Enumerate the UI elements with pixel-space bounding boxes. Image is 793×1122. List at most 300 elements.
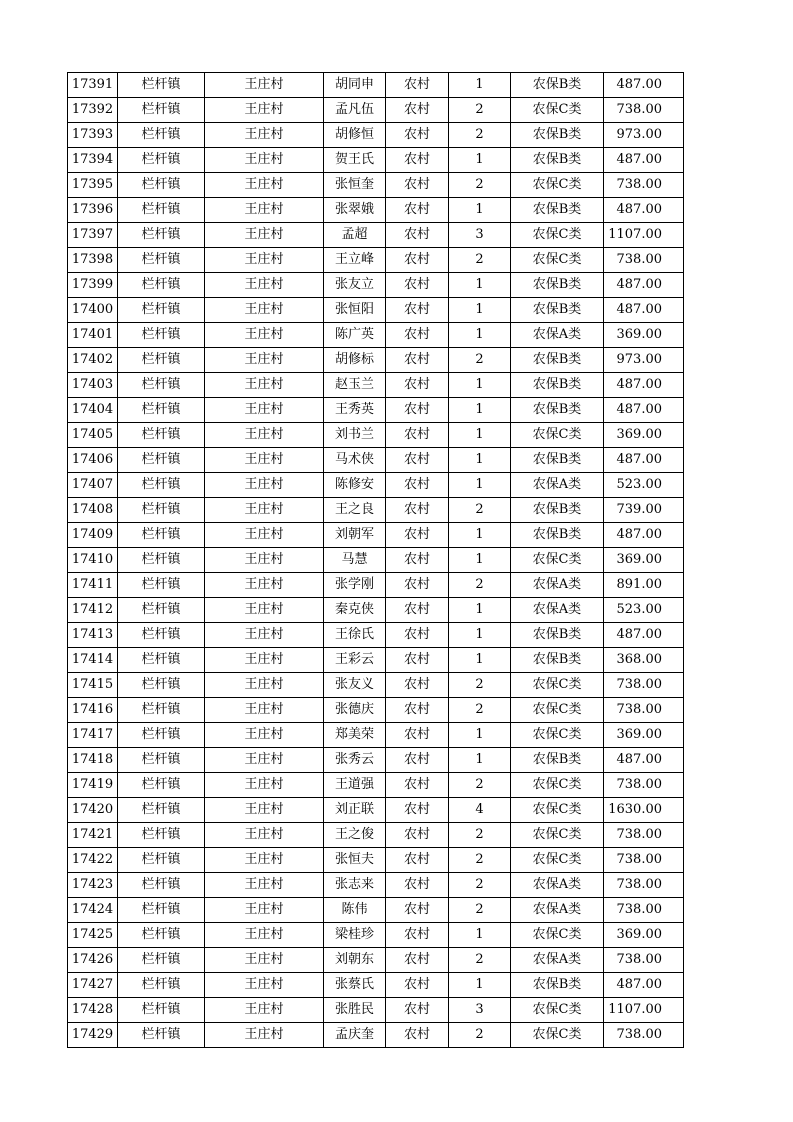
record-id-cell: 17391 bbox=[68, 73, 118, 98]
table-row bbox=[68, 848, 684, 873]
amount-cell: 369.00 bbox=[604, 323, 684, 348]
insurance-class-cell: 农保C类 bbox=[511, 673, 604, 698]
amount-cell: 487.00 bbox=[604, 73, 684, 98]
town-cell: 栏杆镇 bbox=[118, 698, 205, 723]
town-cell: 栏杆镇 bbox=[118, 473, 205, 498]
insurance-class-cell: 农保A类 bbox=[511, 473, 604, 498]
record-id-cell: 17421 bbox=[68, 823, 118, 848]
record-id-cell: 17411 bbox=[68, 573, 118, 598]
name-cell: 刘正联 bbox=[324, 798, 386, 823]
amount-cell: 738.00 bbox=[604, 673, 684, 698]
town-cell: 栏杆镇 bbox=[118, 773, 205, 798]
town-cell: 栏杆镇 bbox=[118, 398, 205, 423]
table-row bbox=[68, 723, 684, 748]
town-cell: 栏杆镇 bbox=[118, 173, 205, 198]
household-type-cell: 农村 bbox=[386, 473, 449, 498]
amount-cell: 738.00 bbox=[604, 248, 684, 273]
amount-cell: 738.00 bbox=[604, 848, 684, 873]
village-cell: 王庄村 bbox=[205, 998, 324, 1023]
person-count-cell: 2 bbox=[449, 948, 511, 973]
person-count-cell: 1 bbox=[449, 523, 511, 548]
village-cell: 王庄村 bbox=[205, 798, 324, 823]
name-cell: 王徐氏 bbox=[324, 623, 386, 648]
household-type-cell: 农村 bbox=[386, 798, 449, 823]
amount-cell: 891.00 bbox=[604, 573, 684, 598]
table-row bbox=[68, 423, 684, 448]
household-type-cell: 农村 bbox=[386, 348, 449, 373]
table-row bbox=[68, 673, 684, 698]
table-row bbox=[68, 998, 684, 1023]
household-type-cell: 农村 bbox=[386, 523, 449, 548]
amount-cell: 487.00 bbox=[604, 148, 684, 173]
household-type-cell: 农村 bbox=[386, 1023, 449, 1048]
town-cell: 栏杆镇 bbox=[118, 998, 205, 1023]
insurance-class-cell: 农保A类 bbox=[511, 573, 604, 598]
town-cell: 栏杆镇 bbox=[118, 1023, 205, 1048]
household-type-cell: 农村 bbox=[386, 673, 449, 698]
amount-cell: 738.00 bbox=[604, 898, 684, 923]
name-cell: 王立峰 bbox=[324, 248, 386, 273]
insurance-class-cell: 农保B类 bbox=[511, 298, 604, 323]
record-id-cell: 17413 bbox=[68, 623, 118, 648]
village-cell: 王庄村 bbox=[205, 373, 324, 398]
name-cell: 胡修标 bbox=[324, 348, 386, 373]
amount-cell: 487.00 bbox=[604, 973, 684, 998]
amount-cell: 738.00 bbox=[604, 698, 684, 723]
table-row bbox=[68, 948, 684, 973]
household-type-cell: 农村 bbox=[386, 173, 449, 198]
table-row bbox=[68, 773, 684, 798]
amount-cell: 973.00 bbox=[604, 123, 684, 148]
person-count-cell: 1 bbox=[449, 298, 511, 323]
insurance-class-cell: 农保C类 bbox=[511, 548, 604, 573]
household-type-cell: 农村 bbox=[386, 323, 449, 348]
name-cell: 贺王氏 bbox=[324, 148, 386, 173]
table-row bbox=[68, 123, 684, 148]
amount-cell: 523.00 bbox=[604, 598, 684, 623]
name-cell: 胡修恒 bbox=[324, 123, 386, 148]
village-cell: 王庄村 bbox=[205, 273, 324, 298]
name-cell: 刘书兰 bbox=[324, 423, 386, 448]
village-cell: 王庄村 bbox=[205, 348, 324, 373]
insurance-class-cell: 农保B类 bbox=[511, 648, 604, 673]
village-cell: 王庄村 bbox=[205, 773, 324, 798]
amount-cell: 738.00 bbox=[604, 948, 684, 973]
town-cell: 栏杆镇 bbox=[118, 623, 205, 648]
household-type-cell: 农村 bbox=[386, 973, 449, 998]
person-count-cell: 1 bbox=[449, 923, 511, 948]
table-row bbox=[68, 548, 684, 573]
household-type-cell: 农村 bbox=[386, 298, 449, 323]
name-cell: 马术侠 bbox=[324, 448, 386, 473]
amount-cell: 738.00 bbox=[604, 873, 684, 898]
table-row bbox=[68, 798, 684, 823]
record-id-cell: 17428 bbox=[68, 998, 118, 1023]
name-cell: 张蔡氏 bbox=[324, 973, 386, 998]
amount-cell: 487.00 bbox=[604, 273, 684, 298]
table-row bbox=[68, 1023, 684, 1048]
person-count-cell: 1 bbox=[449, 423, 511, 448]
village-cell: 王庄村 bbox=[205, 448, 324, 473]
insurance-class-cell: 农保C类 bbox=[511, 923, 604, 948]
amount-cell: 487.00 bbox=[604, 448, 684, 473]
table-row bbox=[68, 198, 684, 223]
name-cell: 王道强 bbox=[324, 773, 386, 798]
village-cell: 王庄村 bbox=[205, 148, 324, 173]
village-cell: 王庄村 bbox=[205, 173, 324, 198]
household-type-cell: 农村 bbox=[386, 848, 449, 873]
village-cell: 王庄村 bbox=[205, 523, 324, 548]
household-type-cell: 农村 bbox=[386, 623, 449, 648]
record-id-cell: 17396 bbox=[68, 198, 118, 223]
village-cell: 王庄村 bbox=[205, 648, 324, 673]
name-cell: 郑美荣 bbox=[324, 723, 386, 748]
record-id-cell: 17425 bbox=[68, 923, 118, 948]
table-row bbox=[68, 623, 684, 648]
household-type-cell: 农村 bbox=[386, 423, 449, 448]
person-count-cell: 1 bbox=[449, 273, 511, 298]
village-cell: 王庄村 bbox=[205, 973, 324, 998]
village-cell: 王庄村 bbox=[205, 73, 324, 98]
name-cell: 孟凡伍 bbox=[324, 98, 386, 123]
insurance-class-cell: 农保B类 bbox=[511, 123, 604, 148]
record-id-cell: 17426 bbox=[68, 948, 118, 973]
household-type-cell: 农村 bbox=[386, 648, 449, 673]
town-cell: 栏杆镇 bbox=[118, 298, 205, 323]
town-cell: 栏杆镇 bbox=[118, 323, 205, 348]
person-count-cell: 1 bbox=[449, 398, 511, 423]
record-id-cell: 17398 bbox=[68, 248, 118, 273]
record-id-cell: 17427 bbox=[68, 973, 118, 998]
record-id-cell: 17429 bbox=[68, 1023, 118, 1048]
insurance-class-cell: 农保C类 bbox=[511, 423, 604, 448]
town-cell: 栏杆镇 bbox=[118, 198, 205, 223]
table-row bbox=[68, 873, 684, 898]
village-cell: 王庄村 bbox=[205, 123, 324, 148]
name-cell: 刘朝军 bbox=[324, 523, 386, 548]
insurance-class-cell: 农保B类 bbox=[511, 623, 604, 648]
village-cell: 王庄村 bbox=[205, 473, 324, 498]
name-cell: 孟庆奎 bbox=[324, 1023, 386, 1048]
village-cell: 王庄村 bbox=[205, 323, 324, 348]
record-id-cell: 17412 bbox=[68, 598, 118, 623]
record-id-cell: 17415 bbox=[68, 673, 118, 698]
household-type-cell: 农村 bbox=[386, 773, 449, 798]
town-cell: 栏杆镇 bbox=[118, 123, 205, 148]
name-cell: 张恒奎 bbox=[324, 173, 386, 198]
record-id-cell: 17423 bbox=[68, 873, 118, 898]
village-cell: 王庄村 bbox=[205, 1023, 324, 1048]
table-row bbox=[68, 923, 684, 948]
household-type-cell: 农村 bbox=[386, 698, 449, 723]
record-id-cell: 17407 bbox=[68, 473, 118, 498]
household-type-cell: 农村 bbox=[386, 223, 449, 248]
town-cell: 栏杆镇 bbox=[118, 148, 205, 173]
person-count-cell: 2 bbox=[449, 698, 511, 723]
name-cell: 刘朝东 bbox=[324, 948, 386, 973]
table-row bbox=[68, 248, 684, 273]
household-type-cell: 农村 bbox=[386, 198, 449, 223]
name-cell: 秦克侠 bbox=[324, 598, 386, 623]
table-row bbox=[68, 148, 684, 173]
amount-cell: 1107.00 bbox=[604, 998, 684, 1023]
record-id-cell: 17400 bbox=[68, 298, 118, 323]
village-cell: 王庄村 bbox=[205, 823, 324, 848]
amount-cell: 369.00 bbox=[604, 723, 684, 748]
village-cell: 王庄村 bbox=[205, 898, 324, 923]
village-cell: 王庄村 bbox=[205, 948, 324, 973]
village-cell: 王庄村 bbox=[205, 598, 324, 623]
table-row bbox=[68, 173, 684, 198]
village-cell: 王庄村 bbox=[205, 923, 324, 948]
household-type-cell: 农村 bbox=[386, 573, 449, 598]
town-cell: 栏杆镇 bbox=[118, 73, 205, 98]
name-cell: 张翠娥 bbox=[324, 198, 386, 223]
table-row bbox=[68, 273, 684, 298]
household-type-cell: 农村 bbox=[386, 598, 449, 623]
record-id-cell: 17394 bbox=[68, 148, 118, 173]
insurance-class-cell: 农保B类 bbox=[511, 748, 604, 773]
town-cell: 栏杆镇 bbox=[118, 598, 205, 623]
name-cell: 陈伟 bbox=[324, 898, 386, 923]
amount-cell: 739.00 bbox=[604, 498, 684, 523]
household-type-cell: 农村 bbox=[386, 823, 449, 848]
town-cell: 栏杆镇 bbox=[118, 573, 205, 598]
table-row bbox=[68, 748, 684, 773]
record-id-cell: 17416 bbox=[68, 698, 118, 723]
insurance-class-cell: 农保C类 bbox=[511, 723, 604, 748]
table-row bbox=[68, 598, 684, 623]
amount-cell: 487.00 bbox=[604, 373, 684, 398]
person-count-cell: 1 bbox=[449, 323, 511, 348]
insurance-class-cell: 农保B类 bbox=[511, 398, 604, 423]
person-count-cell: 1 bbox=[449, 598, 511, 623]
person-count-cell: 2 bbox=[449, 898, 511, 923]
name-cell: 张恒阳 bbox=[324, 298, 386, 323]
table-row bbox=[68, 323, 684, 348]
table-row bbox=[68, 223, 684, 248]
amount-cell: 487.00 bbox=[604, 398, 684, 423]
household-type-cell: 农村 bbox=[386, 923, 449, 948]
record-id-cell: 17403 bbox=[68, 373, 118, 398]
person-count-cell: 1 bbox=[449, 623, 511, 648]
amount-cell: 1107.00 bbox=[604, 223, 684, 248]
person-count-cell: 1 bbox=[449, 648, 511, 673]
amount-cell: 487.00 bbox=[604, 298, 684, 323]
name-cell: 马慧 bbox=[324, 548, 386, 573]
table-row bbox=[68, 648, 684, 673]
village-cell: 王庄村 bbox=[205, 698, 324, 723]
village-cell: 王庄村 bbox=[205, 98, 324, 123]
village-cell: 王庄村 bbox=[205, 723, 324, 748]
person-count-cell: 1 bbox=[449, 548, 511, 573]
person-count-cell: 2 bbox=[449, 173, 511, 198]
name-cell: 张友立 bbox=[324, 273, 386, 298]
town-cell: 栏杆镇 bbox=[118, 98, 205, 123]
town-cell: 栏杆镇 bbox=[118, 648, 205, 673]
household-type-cell: 农村 bbox=[386, 148, 449, 173]
record-id-cell: 17417 bbox=[68, 723, 118, 748]
insurance-class-cell: 农保B类 bbox=[511, 348, 604, 373]
name-cell: 张胜民 bbox=[324, 998, 386, 1023]
record-id-cell: 17405 bbox=[68, 423, 118, 448]
record-id-cell: 17395 bbox=[68, 173, 118, 198]
insurance-class-cell: 农保C类 bbox=[511, 773, 604, 798]
person-count-cell: 1 bbox=[449, 373, 511, 398]
person-count-cell: 1 bbox=[449, 473, 511, 498]
amount-cell: 487.00 bbox=[604, 523, 684, 548]
data-table bbox=[67, 72, 684, 1048]
name-cell: 赵玉兰 bbox=[324, 373, 386, 398]
record-id-cell: 17419 bbox=[68, 773, 118, 798]
record-id-cell: 17409 bbox=[68, 523, 118, 548]
insurance-class-cell: 农保B类 bbox=[511, 148, 604, 173]
village-cell: 王庄村 bbox=[205, 198, 324, 223]
household-type-cell: 农村 bbox=[386, 748, 449, 773]
village-cell: 王庄村 bbox=[205, 298, 324, 323]
amount-cell: 369.00 bbox=[604, 548, 684, 573]
record-id-cell: 17392 bbox=[68, 98, 118, 123]
insurance-class-cell: 农保B类 bbox=[511, 498, 604, 523]
town-cell: 栏杆镇 bbox=[118, 423, 205, 448]
person-count-cell: 2 bbox=[449, 498, 511, 523]
insurance-class-cell: 农保C类 bbox=[511, 848, 604, 873]
household-type-cell: 农村 bbox=[386, 273, 449, 298]
town-cell: 栏杆镇 bbox=[118, 548, 205, 573]
person-count-cell: 2 bbox=[449, 773, 511, 798]
name-cell: 陈修安 bbox=[324, 473, 386, 498]
village-cell: 王庄村 bbox=[205, 623, 324, 648]
record-id-cell: 17404 bbox=[68, 398, 118, 423]
person-count-cell: 1 bbox=[449, 448, 511, 473]
person-count-cell: 1 bbox=[449, 723, 511, 748]
village-cell: 王庄村 bbox=[205, 848, 324, 873]
table-row bbox=[68, 498, 684, 523]
amount-cell: 487.00 bbox=[604, 748, 684, 773]
person-count-cell: 2 bbox=[449, 848, 511, 873]
table-row bbox=[68, 348, 684, 373]
person-count-cell: 1 bbox=[449, 148, 511, 173]
name-cell: 张秀云 bbox=[324, 748, 386, 773]
town-cell: 栏杆镇 bbox=[118, 798, 205, 823]
person-count-cell: 2 bbox=[449, 348, 511, 373]
amount-cell: 1630.00 bbox=[604, 798, 684, 823]
amount-cell: 738.00 bbox=[604, 173, 684, 198]
record-id-cell: 17422 bbox=[68, 848, 118, 873]
village-cell: 王庄村 bbox=[205, 498, 324, 523]
town-cell: 栏杆镇 bbox=[118, 748, 205, 773]
household-type-cell: 农村 bbox=[386, 898, 449, 923]
insurance-class-cell: 农保C类 bbox=[511, 823, 604, 848]
village-cell: 王庄村 bbox=[205, 248, 324, 273]
amount-cell: 487.00 bbox=[604, 198, 684, 223]
insurance-class-cell: 农保C类 bbox=[511, 698, 604, 723]
insurance-class-cell: 农保C类 bbox=[511, 798, 604, 823]
town-cell: 栏杆镇 bbox=[118, 973, 205, 998]
town-cell: 栏杆镇 bbox=[118, 848, 205, 873]
record-id-cell: 17406 bbox=[68, 448, 118, 473]
insurance-class-cell: 农保B类 bbox=[511, 373, 604, 398]
household-type-cell: 农村 bbox=[386, 448, 449, 473]
town-cell: 栏杆镇 bbox=[118, 898, 205, 923]
record-id-cell: 17393 bbox=[68, 123, 118, 148]
town-cell: 栏杆镇 bbox=[118, 348, 205, 373]
amount-cell: 369.00 bbox=[604, 923, 684, 948]
table-row bbox=[68, 698, 684, 723]
person-count-cell: 1 bbox=[449, 73, 511, 98]
table-row bbox=[68, 898, 684, 923]
person-count-cell: 2 bbox=[449, 673, 511, 698]
name-cell: 张志来 bbox=[324, 873, 386, 898]
household-type-cell: 农村 bbox=[386, 948, 449, 973]
person-count-cell: 2 bbox=[449, 823, 511, 848]
household-type-cell: 农村 bbox=[386, 98, 449, 123]
amount-cell: 368.00 bbox=[604, 648, 684, 673]
household-type-cell: 农村 bbox=[386, 373, 449, 398]
amount-cell: 738.00 bbox=[604, 98, 684, 123]
amount-cell: 523.00 bbox=[604, 473, 684, 498]
person-count-cell: 3 bbox=[449, 223, 511, 248]
person-count-cell: 2 bbox=[449, 123, 511, 148]
town-cell: 栏杆镇 bbox=[118, 823, 205, 848]
town-cell: 栏杆镇 bbox=[118, 948, 205, 973]
name-cell: 张德庆 bbox=[324, 698, 386, 723]
village-cell: 王庄村 bbox=[205, 748, 324, 773]
record-id-cell: 17401 bbox=[68, 323, 118, 348]
town-cell: 栏杆镇 bbox=[118, 673, 205, 698]
household-type-cell: 农村 bbox=[386, 548, 449, 573]
person-count-cell: 3 bbox=[449, 998, 511, 1023]
household-type-cell: 农村 bbox=[386, 873, 449, 898]
insurance-class-cell: 农保A类 bbox=[511, 598, 604, 623]
record-id-cell: 17424 bbox=[68, 898, 118, 923]
household-type-cell: 农村 bbox=[386, 723, 449, 748]
person-count-cell: 2 bbox=[449, 1023, 511, 1048]
record-id-cell: 17399 bbox=[68, 273, 118, 298]
name-cell: 孟超 bbox=[324, 223, 386, 248]
name-cell: 王彩云 bbox=[324, 648, 386, 673]
record-id-cell: 17410 bbox=[68, 548, 118, 573]
record-id-cell: 17408 bbox=[68, 498, 118, 523]
town-cell: 栏杆镇 bbox=[118, 498, 205, 523]
town-cell: 栏杆镇 bbox=[118, 273, 205, 298]
town-cell: 栏杆镇 bbox=[118, 223, 205, 248]
insurance-class-cell: 农保A类 bbox=[511, 898, 604, 923]
record-id-cell: 17418 bbox=[68, 748, 118, 773]
table-body bbox=[68, 73, 684, 1048]
name-cell: 王之俊 bbox=[324, 823, 386, 848]
amount-cell: 738.00 bbox=[604, 773, 684, 798]
amount-cell: 973.00 bbox=[604, 348, 684, 373]
household-type-cell: 农村 bbox=[386, 123, 449, 148]
name-cell: 胡同申 bbox=[324, 73, 386, 98]
table-row bbox=[68, 398, 684, 423]
name-cell: 梁桂珍 bbox=[324, 923, 386, 948]
household-type-cell: 农村 bbox=[386, 248, 449, 273]
amount-cell: 369.00 bbox=[604, 423, 684, 448]
household-type-cell: 农村 bbox=[386, 398, 449, 423]
record-id-cell: 17420 bbox=[68, 798, 118, 823]
name-cell: 张学刚 bbox=[324, 573, 386, 598]
person-count-cell: 2 bbox=[449, 873, 511, 898]
insurance-class-cell: 农保A类 bbox=[511, 873, 604, 898]
household-type-cell: 农村 bbox=[386, 73, 449, 98]
household-type-cell: 农村 bbox=[386, 498, 449, 523]
town-cell: 栏杆镇 bbox=[118, 523, 205, 548]
insurance-class-cell: 农保C类 bbox=[511, 223, 604, 248]
town-cell: 栏杆镇 bbox=[118, 248, 205, 273]
insurance-class-cell: 农保B类 bbox=[511, 198, 604, 223]
